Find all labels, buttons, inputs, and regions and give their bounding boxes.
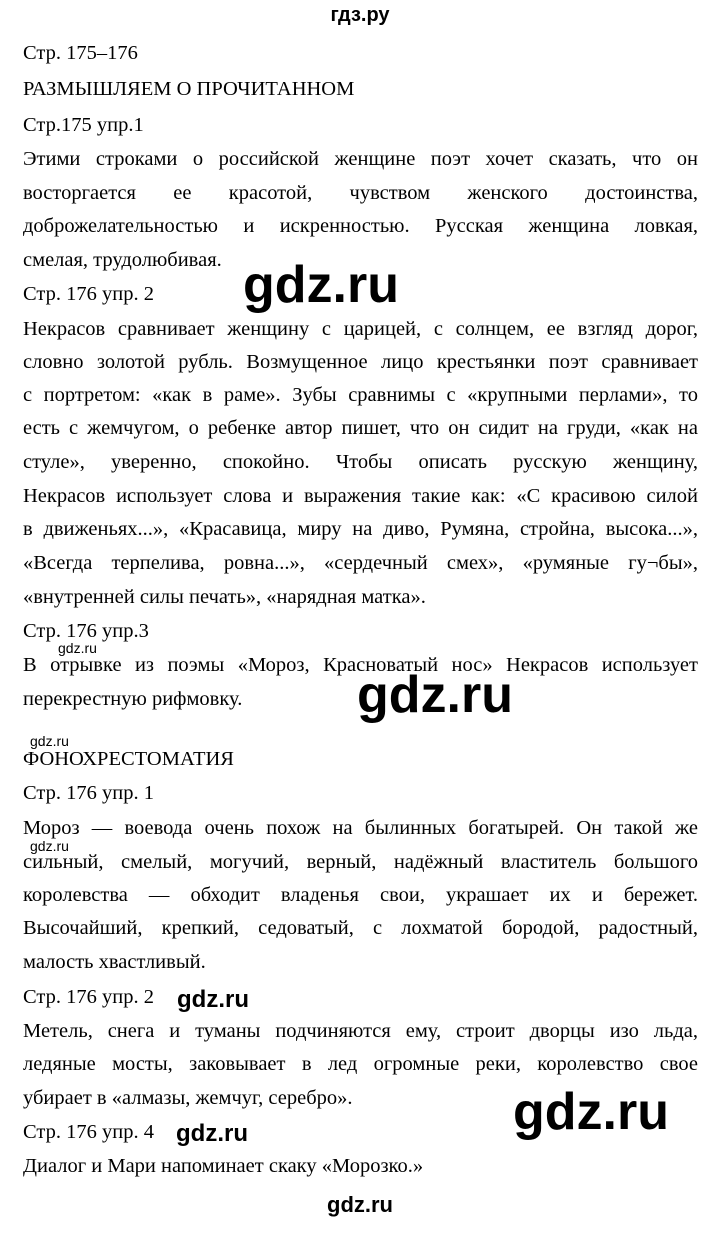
site-header: гдз.ру [330,4,390,26]
section-title: ФОНОХРЕСТОМАТИЯ [23,748,234,770]
text-line: убирает в «алмазы, жемчуг, серебро». [23,1087,353,1109]
text-line: сильный, смелый, могучий, верный, надёжный властитель большого [23,851,698,873]
watermark: gdz.ru [30,733,69,749]
text-line: «Всегда терпелива, ровна...», «сердечный смех», «румяные гу¬бы», [23,552,698,574]
text-line: Диалог и Мари напоминает скаку «Морозко.» [23,1155,424,1177]
watermark: gdz.ru [177,986,249,1013]
text-line: словно золотой рубль. Возмущенное лицо крестьянки поэт сравнивает [23,351,698,373]
text-line: ледяные мосты, заковывает в лед огромные реки, королевство свое [23,1053,698,1075]
watermark: gdz.ru [513,1083,669,1141]
watermark: gdz.ru [357,666,513,724]
section-title: РАЗМЫШЛЯЕМ О ПРОЧИТАННОМ [23,78,355,100]
exercise-heading: Стр. 176 упр.3 [23,620,149,642]
text-line: Этими строками о российской женщине поэт хочет сказать, что он [23,148,698,170]
exercise-heading: Стр. 176 упр. 1 [23,782,154,804]
text-line: есть с жемчугом, о ребенке автор пишет, что он сидит на груди, «как на [23,417,698,439]
text-line: восторгается ее красотой, чувством женского достоинства, [23,182,698,204]
watermark: gdz.ru [176,1120,248,1147]
text-line: стуле», уверенно, спокойно. Чтобы описать русскую женщину, [23,451,698,473]
text-line: в движеньях...», «Красавица, миру на диво, Румяна, стройна, высока...», [23,518,698,540]
exercise-heading: Стр. 176 упр. 2 [23,986,154,1008]
exercise-heading: Стр. 176 упр. 4 [23,1121,154,1143]
text-line: смелая, трудолюбивая. [23,249,222,271]
text-line: Метель, снега и туманы подчиняются ему, строит дворцы изо льда, [23,1020,698,1042]
text-line: Некрасов использует слова и выражения такие как: «С красивою силой [23,485,698,507]
text-line: Мороз — воевода очень похож на былинных богатырей. Он такой же [23,817,698,839]
text-line: В отрывке из поэмы «Мороз, Красноватый нос» Некрасов использует [23,654,698,676]
text-line: «внутренней силы печать», «нарядная матка». [23,586,426,608]
text-line: Высочайший, крепкий, седоватый, с лохматой бородой, радостный, [23,917,698,939]
watermark: gdz.ru [243,256,399,314]
text-line: перекрестную рифмовку. [23,688,243,710]
exercise-heading: Стр.175 упр.1 [23,114,144,136]
exercise-heading: Стр. 176 упр. 2 [23,283,154,305]
watermark: gdz.ru [58,640,97,656]
site-footer: gdz.ru [327,1192,393,1217]
text-line: доброжелательностью и искренностью. Русская женщина ловкая, [23,215,698,237]
text-line: Некрасов сравнивает женщину с царицей, с солнцем, ее взгляд дорог, [23,318,698,340]
text-line: королевства — обходит владенья свои, украшает их и бережет. [23,884,698,906]
text-line: малость хвастливый. [23,951,206,973]
text-line: с портретом: «как в раме». Зубы сравнимы с «крупными перлами», то [23,384,698,406]
watermark: gdz.ru [30,838,69,854]
page-range: Стр. 175–176 [23,42,138,64]
